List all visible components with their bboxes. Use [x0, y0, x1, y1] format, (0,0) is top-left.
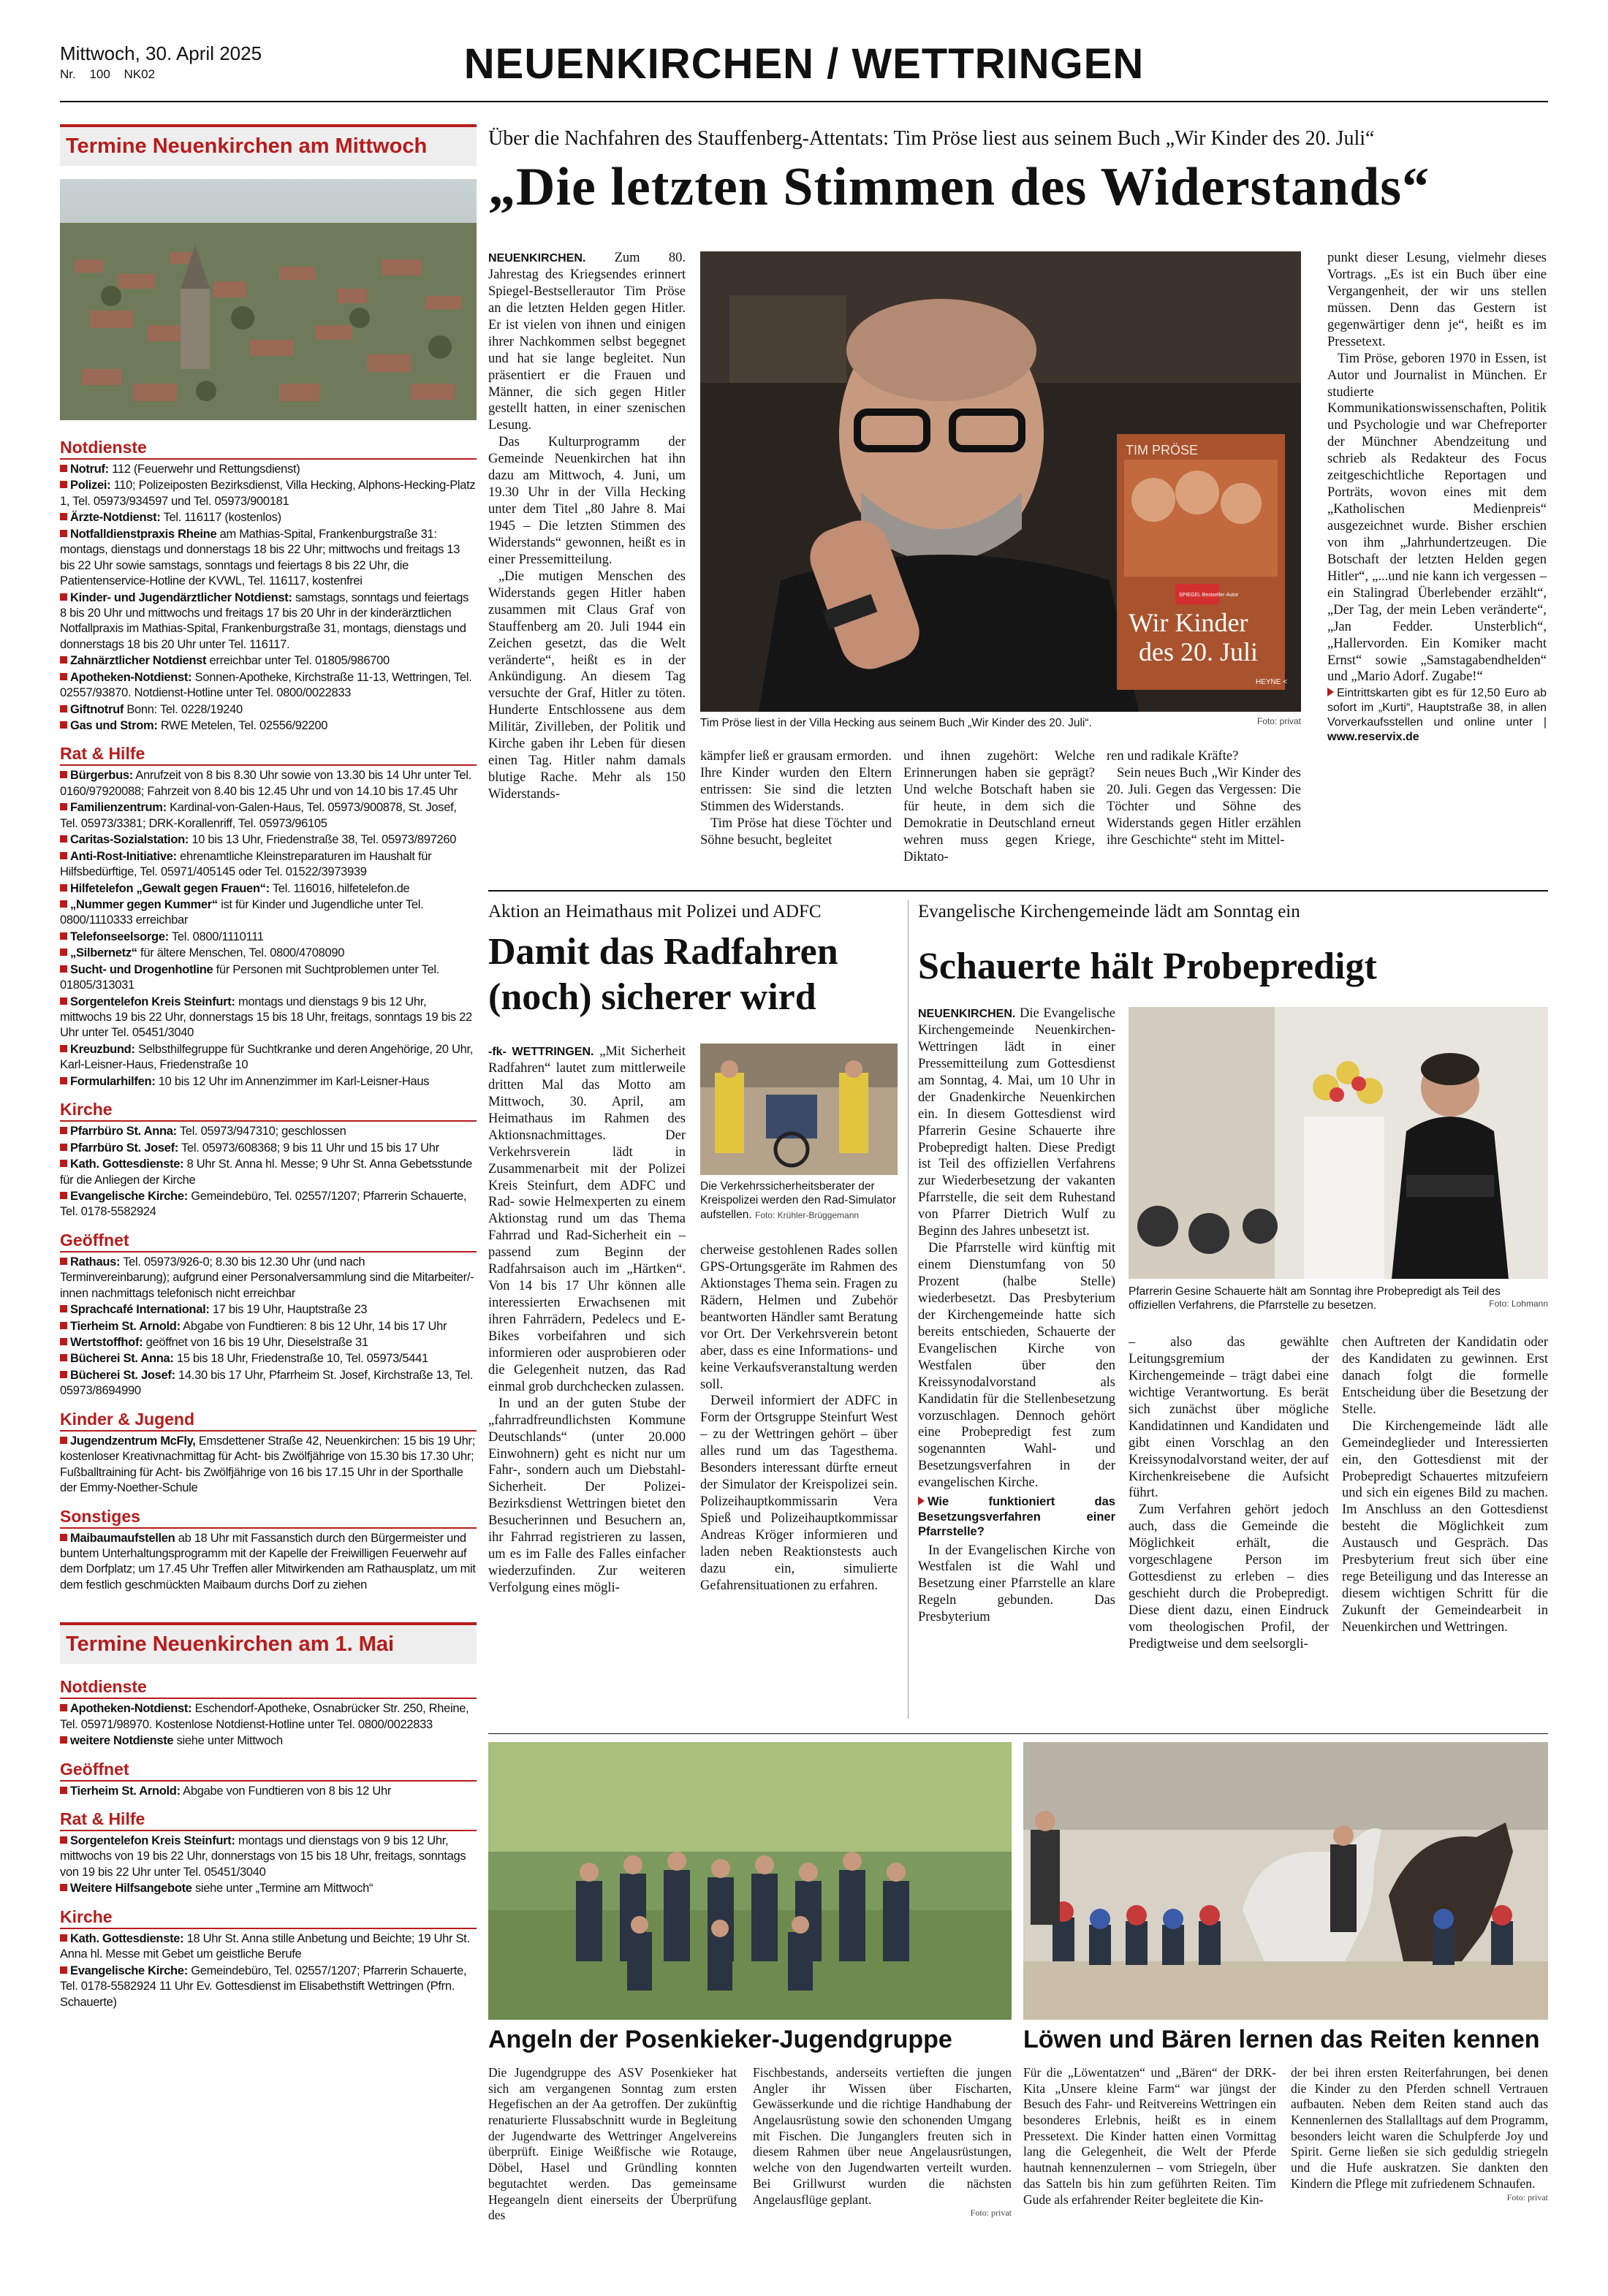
article-column-1: NEUENKIRCHEN. Zum 80. Jahrestag des Kriegsendes erinnert Spiegel-Bestsellerautor Tim Pröse an die letzten Helden gegen Hitler. Er ist vielen von ihnen und einigen ihrer Nachkommen selbst begegnet und hat sie lange begleitet. Nun präsentiert er die Frauen und Männer, die sich gegen Hitler gestellt hatten, in einer szenischen Lesung. Das Kulturprogramm der Gemeinde Neuenkirchen hat ihn dazu am Mittwoch, 4. Juni, um 19.30 Uhr in der Villa Hecking unter dem Titel „80 Jahre 8. Mai 1945 – Die letzten Stimmen des Widerstands“ gewonnen, heißt es in einer Pressemitteilung. „Die mutigen Menschen des Widerstands gegen Hitler haben zusammen mit Claus Graf von Stauffenberg am 20. Juli 1944 ein Zeichen gesetzt, das die Welt veränderte“, heißt es in der Ankündigung. An diesem Tag versuchte der Graf, Hitler zu töten. Hunderte Entschlossene aus dem Militär, Zivilleben, der Politik und Kirche gaben ihr Leben für diesen einen Tag. Hitler nahm damals blutige Rache. Mehr als 150 Widerstands- [488, 251, 686, 802]
bullet-square-icon [60, 1160, 67, 1167]
bullet-square-icon [60, 1787, 67, 1794]
ev-column-1: NEUENKIRCHEN. Die Evangelische Kirchengemeinde Neuenkirchen-Wettringen lädt in einer Pressemitteilung zum Gottesdienst am Sonntag, 4. Mai, um 10 Uhr in der Gnadenkirche Neuenkirchen ein. In diesem Gottesdienst wird Pfarrerin Gesine Schauerte ihre Probepredigt halten. Diese Predigt ist Teil des offiziellen Verfahrens zur Wiederbesetzung der vakanten Pfarrstelle, die seit dem Ruhestand von Pfarrer Dietrich Wulf zu Beginn des Jahres unbesetzt ist. Die Pfarrstelle wird künftig mit einem Dienstumfang von 50 Prozent (halbe Stelle) wiederbesetzt. Das Presbyterium der Kirchengemeinde hatte sich bereits entschieden, Schauerte der Evangelischen Kirche von Westfalen über den Kreissynodalvorstand als Kandidatin für die Stellenbesetzung vorzuschlagen. Dennoch gehört eine Probepredigt fest zum sogenannten Wahl- und Besetzungsverfahren in der evangelischen Kirche. Wie funktioniert das Besetzungsverfahren einer Pfarrstelle? In der Evangelischen Kirche von Westfalen ist die Wahl und Besetzung einer Pfarrstelle an klare Regeln gebunden. Das Presbyterium [918, 1006, 1115, 1625]
event-entry: Sucht- und Drogenhotline für Personen mit Suchtproblemen unter Tel. 01805/313031 [60, 962, 440, 992]
event-entry: Weitere Hilfsangebote siehe unter „Termine am Mittwoch“ [60, 1881, 477, 1896]
event-entry: Notfalldienstpraxis Rheine am Mathias-Spital, Frankenburgstraße 31: montags, dienstags und donnerstags 18 bis 22 Uhr; mittwochs und freitags 13 bis 22 Uhr sowie samstags, sonntags und feiertags 8 bis 22 Uhr, die Patientenservice-Hotline der KVWL, Tel. 116117, kostenfrei [60, 527, 460, 588]
bullet-square-icon [60, 884, 67, 892]
ev-headline: Schauerte hält Probepredigt [918, 946, 1377, 987]
event-entry: Telefonseelsorge: Tel. 0800/1110111 [60, 930, 477, 945]
ev-column-2: – also das gewählte Leitungsgremium der Kirchengemeinde – trägt dabei eine wichtige Verantwortung. Es berät sich zunächst über mögliche Kandidatinnen und Kandidaten und gibt einen Vorschlag an den Kreissynodalvorstand weiter, der auf Kirchenkreisebene die Aufsicht führt. Zum Verfahren gehört jedoch auch, dass die Gemeinde die Möglichkeit erhält, die vorgeschlagene Person im Gottesdienst zu erleben – dies geschieht durch die Probepredigt. Diese dient dazu, einen Eindruck vom theologischen Profil, der Predigtweise und dem seelsorgli- [1129, 1335, 1329, 1651]
category-heading: Notdienste [60, 1677, 477, 1699]
bullet-square-icon [60, 530, 67, 537]
dateline: NEUENKIRCHEN. [488, 252, 586, 265]
bullet-square-icon [60, 1934, 67, 1942]
event-entry: Rathaus: Tel. 05973/926-0; 8.30 bis 12.30 Uhr (und nach Terminvereinbarung); aufgrund einer Personalversammlung sind die Mitarbeiter/-innen nachmittags telefonisch nicht erreichbar [60, 1255, 474, 1300]
bullet-square-icon [60, 1534, 67, 1541]
pastor-photo-caption: Pfarrerin Gesine Schauerte hält am Sonntag ihre Probepredigt als Teil des offiziellen Verfahrens, die Pfarrstelle zu besetzen. Foto: Lohmann [1129, 1285, 1548, 1312]
event-entry: Giftnotruf Bonn: Tel. 0228/19240 [60, 702, 477, 718]
bullet-square-icon [60, 1836, 67, 1844]
column-rule [908, 900, 909, 1719]
event-entry: Polizei: 110; Polizeiposten Bezirksdienst, Villa Hecking, Alphons-Hecking-Platz 1, Tel. 05973/934597 und Tel. 05973/900181 [60, 479, 476, 508]
bullet-square-icon [60, 1322, 67, 1329]
bike-simulator-photo [700, 1044, 898, 1175]
rad-column-1: -fk- WETTRINGEN. „Mit Sicherheit Radfahren“ lautet zum mittlerweile dritten Mal das Motto am Mittwoch, 30. April, am Heimathaus im Rahmen des Aktionsnachmittages. Der Verkehrsverein lädt in Zusammenarbeit mit der Polizei Kreis Steinfurt, dem ADFC und Rad- sowie Helmexperten zu einem Aktionstag rund um das Thema Fahrrad und Rad-Sicherheit ein – passend zum Beginn der Radfahrsaison auch im „Härtken“. Von 14 bis 17 Uhr können alle interessierten Erwachsenen mit ihren Fahrrädern, Pedelecs und E-Bikes vorbeifahren und sich informieren oder ausprobieren oder die Gelegenheit nutzen, das Rad einmal grob durchchecken zulassen. In und an der guten Stube der „fahrradfreundlichsten Kommune Deutschlands“ (unter 20.000 Einwohnern) geht es nicht nur um Fahr-, sondern auch um Diebstahl-Sicherheit. Der Polizei-Bezirksdienst Wettringen bietet den Besucherinnen und Besuchern an, ihr Fahrrad registrieren zu lassen, um es im Falle des Falles einfacher wiederzufinden. Zur weiteren Verfolgung eines mögli- [488, 1044, 686, 1595]
event-entry: Caritas-Sozialstation: 10 bis 13 Uhr, Friedenstraße 38, Tel. 05973/897260 [60, 832, 477, 848]
article-column-3: und ihnen zugehört: Welche Erinnerungen haben sie geprägt? Und welche Botschaft haben sie für heute, in dem sich die Demokratie in Deutschland erneut wehren muss gegen Kriege, Diktato- [903, 749, 1095, 864]
event-entry: „Silbernetz“ für ältere Menschen, Tel. 0800/4708090 [60, 946, 477, 961]
event-entry: Bürgerbus: Anrufzeit von 8 bis 8.30 Uhr sowie von 13.30 bis 14 Uhr unter Tel. 0160/97920088; Fahrzeit von 8.40 bis 12.45 Uhr und von 14.10 bis 17.45 Uhr [60, 769, 471, 798]
category-heading: Geöffnet [60, 1231, 477, 1252]
bullet-square-icon [60, 1371, 67, 1378]
header-rule [60, 101, 1548, 102]
ev-column-3: chen Auftreten der Kandidatin oder des Kandidaten zu gewinnen. Erst danach folgt die formelle Entscheidung über die Besetzung der Stelle. Die Kirchengemeinde lädt alle Gemeindeglieder und Interessierten ein, den Gottesdienst mit der Probepredigt Schauertes mitzufeiern und sich ein eigenes Bild zu machen. Im Anschluss an den Gottesdienst besteht die Möglichkeit zum Austausch und Gespräch. Das Presbyterium freut sich über eine rege Beteiligung und das Interesse an diesem wichtigen Schritt für die Zukunft der Gemeindearbeit in Neuenkirchen und Wettringen. [1342, 1335, 1548, 1635]
bullet-square-icon [60, 721, 67, 729]
event-entry: Formularhilfen: 10 bis 12 Uhr im Annenzimmer im Karl-Leisner-Haus [60, 1074, 477, 1090]
bullet-square-icon [60, 965, 67, 973]
rad-headline: Damit das Radfahren (noch) sicherer wird [488, 931, 838, 1019]
event-entry: Pfarrbüro St. Anna: Tel. 05973/947310; geschlossen [60, 1124, 477, 1139]
article-headline: „Die letzten Stimmen des Widerstands“ [488, 157, 1430, 217]
article-kicker: Über die Nachfahren des Stauffenberg-Attentats: Tim Pröse liest aus seinem Buch „Wir Kinder des 20. Juli“ [488, 127, 1375, 150]
bottom-divider [488, 1733, 1548, 1734]
bullet-square-icon [60, 1338, 67, 1345]
event-entry: Zahnärztlicher Notdienst erreichbar unter Tel. 01805/986700 [60, 653, 477, 669]
bullet-square-icon [60, 835, 67, 843]
riding-kids-photo [1023, 1742, 1548, 2020]
article-column-2: kämpfer ließ er grausam ermorden. Ihre Kinder wurden den Eltern entrissen: Sie sind die letzten Stimmen des Widerstands. Tim Pröse hat diese Töchter und Söhne besucht, begleitet [700, 749, 892, 848]
bullet-square-icon [60, 1077, 67, 1084]
event-entry: weitere Notdienste siehe unter Mittwoch [60, 1733, 477, 1749]
bullet-square-icon [60, 1144, 67, 1151]
category-heading: Sonstiges [60, 1507, 477, 1529]
event-entry: Gas und Strom: RWE Metelen, Tel. 02556/92200 [60, 718, 477, 734]
svg-text:Wir Kinder: Wir Kinder [1129, 608, 1248, 637]
section-title: NEUENKIRCHEN / WETTRINGEN [463, 40, 1145, 88]
book-cover [1117, 434, 1287, 690]
event-entry: Wertstoffhof: geöffnet von 16 bis 19 Uhr, Dieselstraße 31 [60, 1335, 477, 1350]
bullet-square-icon [60, 771, 67, 778]
fishing-group-photo [488, 1742, 1012, 2020]
svg-text:des 20. Juli: des 20. Juli [1139, 637, 1259, 666]
pastor-photo [1129, 1007, 1548, 1279]
rad-column-2: cherweise gestohlenen Rades sollen GPS-Ortungsgeräte im Rahmen des Aktionstages Thema sein. Fragen zu Rädern, Helmen und Zubehör beantworten Händler samt Beratung vor Ort. Der Verkehrsverein betont aber, dass es eine Informations- und keine Verkaufsveranstaltung werden soll. Derweil informiert der ADFC in Form der Ortsgruppe Steinfurt West – zu der Wettringen gehört – über alles rund um das Tagesthema. Besonders interessant dürfte erneut der Simulator der Kreispolizei sein. Polizeihauptkommissarin Vera Spieß und Polizeihauptkommissar Andreas Kröger informieren und laden neben Reaktionstests auch dazu ein, simulierte Gefahrensituationen zu erfahren. [700, 1243, 898, 1593]
event-entry: Jugendzentrum McFly, Emsdettener Straße 42, Neuenkirchen: 15 bis 19 Uhr; kostenloser Kreativnachmittag für Acht- bis Zwölfjährige von 15.30 bis 17.30 Uhr; Fußballtraining für Acht- bis Zwölfjährige von 16 bis 17.15 Uhr in der Sporthalle der Emmy-Noether-Schule [60, 1434, 475, 1495]
bullet-square-icon [60, 900, 67, 908]
bullet-square-icon [60, 656, 67, 664]
svg-text:TIM PRÖSE: TIM PRÖSE [1126, 443, 1199, 457]
event-entry: Apotheken-Notdienst: Sonnen-Apotheke, Kirchstraße 11-13, Wettringen, Tel. 02557/93870. Notdienst-Hotline unter Tel. 0800/0022833 [60, 670, 472, 700]
ev-kicker: Evangelische Kirchengemeinde lädt am Sonntag ein [918, 902, 1300, 921]
ticket-link[interactable]: www.reservix.de [1327, 730, 1419, 743]
event-entry: Sorgentelefon Kreis Steinfurt: montags und dienstags von 9 bis 12 Uhr, mittwochs von 19 bis 22 Uhr, donnerstags von 15 bis 18 Uhr, freitags, sonntags von 19 bis 22 Uhr unter Tel. 05451/3040 [60, 1834, 466, 1879]
fishing-column-1: Die Jugendgruppe des ASV Posenkieker hat sich am vergangenen Sonntag zum ersten Hegefischen an der Aa getroffen. Der zukünftig renaturierte Flussabschnitt wurde in Begleitung der Jugendwarte des Wettringer Angelvereins überprüft. Einige Weißfische wie Rotauge, Döbel, Hasel und Gründling konnten begutachtet werden. Das gemeinsame Hegeangeln dient einerseits der Überprüfung des [488, 2065, 737, 2223]
event-entry: Maibaumaufstellen ab 18 Uhr mit Fassanstich durch den Bürgermeister und buntem Unterhaltungsprogramm mit der Kapelle der Freiwilligen Feuerwehr auf dem Dorfplatz; um 17.45 Uhr Treffen aller Mitwirkenden am Rathausplatz, um mit dem festlich geschmückten Maibaum durchs Dorf zu ziehen [60, 1531, 476, 1592]
events-title-wednesday: Termine Neuenkirchen am Mittwoch [60, 124, 477, 166]
bullet-square-icon [60, 673, 67, 680]
event-entry: Notruf: 112 (Feuerwehr und Rettungsdienst) [60, 462, 477, 477]
bullet-square-icon [60, 1736, 67, 1744]
event-entry: Kath. Gottesdienste: 18 Uhr St. Anna stille Anbetung und Beichte; 19 Uhr St. Anna hl. Messe mit Gebet um geistliche Berufe [60, 1931, 470, 1961]
bullet-square-icon [60, 481, 67, 488]
events-title-may: Termine Neuenkirchen am 1. Mai [60, 1622, 477, 1664]
event-entry: Tierheim St. Arnold: Abgabe von Fundtieren von 8 bis 12 Uhr [60, 1784, 477, 1799]
issue-date: Mittwoch, 30. April 2025 [60, 42, 262, 64]
svg-text:SPIEGEL Bestseller-Autor: SPIEGEL Bestseller-Autor [1179, 593, 1239, 598]
events-may-list [60, 1677, 477, 2010]
bullet-square-icon [60, 1305, 67, 1312]
event-entry: Kath. Gottesdienste: 8 Uhr St. Anna hl. Messe; 9 Uhr St. Anna Gebetsstunde für die Anliegen der Kirche [60, 1157, 473, 1187]
author-photo [700, 251, 1301, 712]
riding-column-1: Für die „Löwentatzen“ und „Bären“ der DRK-Kita „Unsere kleine Farm“ war jüngst der Besuch des Fahr- und Reitvereins Wettringen ein besonderes Erlebnis, heißt es in einem Pressetext. Die Kinder hatten einen Vormittag lang die Gelegenheit, die Welt der Pferde hautnah kennenzulernen – vom Striegeln, über das Satteln bis hin zum geführten Reiten. Tim Gude als erfahrender Reiter begleitete die Kin- [1023, 2065, 1276, 2207]
bullet-square-icon [60, 1127, 67, 1134]
bullet-square-icon [60, 1966, 67, 1974]
bullet-square-icon [60, 803, 67, 810]
event-entry: Tierheim St. Arnold: Abgabe von Fundtieren: 8 bis 12 Uhr, 14 bis 17 Uhr [60, 1319, 477, 1334]
fishing-column-2: Fischbestands, anderseits vertieften die jungen Angler ihr Wissen über Fischarten, Gewässerkunde und die richtige Handhabung der Angelausrüstung sowie den schonenden Umgang mit Fischen. Die Junganglers freuten sich in diesem Rahmen über neue Angelausrüstungen, welche von den Jugendwarten verteilt wurden. Bei Grillwurst wurden die nächsten Angelausflüge geplant. Foto: privat [753, 2065, 1012, 2219]
section-divider [488, 890, 1548, 892]
event-entry: Hilfetelefon „Gewalt gegen Frauen“: Tel. 116016, hilfetelefon.de [60, 881, 477, 897]
article-column-4: ren und radikale Kräfte? Sein neues Buch „Wir Kinder des 20. Juli. Gegen das Vergessen: Die Töchter und Söhne des Widerstands gegen Hitler erzählen ihre Geschichte“ steht im Mittel- [1107, 749, 1301, 848]
category-heading: Geöffnet [60, 1760, 477, 1782]
bullet-square-icon [60, 1192, 67, 1199]
bullet-square-icon [60, 997, 67, 1005]
event-entry: Evangelische Kirche: Gemeindebüro, Tel. 02557/1207; Pfarrerin Schauerte, Tel. 0178-5582924 11 Uhr Ev. Gottesdienst im Elisabethstift Wettringen (Pfrn. Schauerte) [60, 1964, 467, 2009]
bullet-square-icon [60, 1704, 67, 1711]
event-entry: Sorgentelefon Kreis Steinfurt: montags und dienstags 9 bis 12 Uhr, mittwochs 19 bis 22 Uhr, donnerstags 15 bis 18 Uhr, freitags, sonntags 19 bis 22 Uhr unter Tel. 05451/3040 [60, 995, 472, 1040]
category-heading: Kinder & Jugend [60, 1410, 477, 1432]
event-entry: Pfarrbüro St. Josef: Tel. 05973/608368; 9 bis 11 Uhr und 15 bis 17 Uhr [60, 1141, 477, 1156]
category-heading: Kirche [60, 1907, 477, 1929]
riding-headline: Löwen und Bären lernen das Reiten kennen [1023, 2026, 1540, 2053]
bullet-square-icon [60, 1437, 67, 1444]
category-heading: Notdienste [60, 438, 477, 460]
category-heading: Rat & Hilfe [60, 744, 477, 766]
event-entry: Kreuzbund: Selbsthilfegruppe für Suchtkranke und deren Angehörige, 20 Uhr, Karl-Leisner-Haus, Friedenstraße 10 [60, 1042, 474, 1072]
event-entry: Ärzte-Notdienst: Tel. 116117 (kostenlos) [60, 510, 477, 525]
rad-kicker: Aktion an Heimathaus mit Polizei und ADFC [488, 902, 822, 921]
svg-text:HEYNE <: HEYNE < [1256, 678, 1288, 686]
article-column-5: punkt dieser Lesung, vielmehr dieses Vortrags. „Es ist ein Buch über eine Vergangenheit, der wir uns stellen müssen. Denn das Gestern ist gegenwärtiger denn je“, heißt es im Pressetext. Tim Pröse, geboren 1970 in Essen, ist Autor und Journalist in München. Er studierte Kommunikationswissenschaften, Politik und Psychologie und war Chefreporter der Münchner Abendzeitung und schrieb als Redakteur des Focus zeitgeschichtliche Reportagen und Porträts, wovon eines mit dem „Katholischen Medienpreis“ ausgezeichnet wurde. Bisher erschien von ihm „Jahrhundertzeugen. Die Botschaft der letzten Helden gegen Hitler“, „...und nie kann ich vergessen – ein Stalingrad Überlebender erzählt“, „Der Tag, der mein Leben veränderte“, „Jan Fedder. Unsterblich“, „Hallervorden. Ein Komiker macht Ernst“ sowie „Samstagabendhelden“ und „Mario Adorf. Zugabe!“ Eintrittskarten gibt es für 12,50 Euro ab sofort im „Kurti“, Hauptstraße 38, in allen Vorverkaufsstellen und online unter | www.reservix.de [1327, 251, 1547, 743]
events-column [60, 124, 477, 2273]
bullet-square-icon [60, 1045, 67, 1052]
bullet-square-icon [60, 1354, 67, 1361]
bullet-square-icon [60, 705, 67, 712]
bike-photo-caption: Die Verkehrssicherheitsberater der Kreispolizei werden den Rad-Simulator aufstellen. Foto: Krühler-Brüggemann [700, 1180, 896, 1221]
bullet-square-icon [60, 949, 67, 956]
events-wednesday-list [60, 438, 477, 1593]
event-entry: Apotheken-Notdienst: Eschendorf-Apotheke, Osnabrücker Str. 250, Rheine, Tel. 05971/98970. Kostenlose Notdienst-Hotline unter Tel. 0800/0022833 [60, 1702, 469, 1731]
event-entry: Bücherei St. Josef: 14.30 bis 17 Uhr, Pfarrheim St. Josef, Kirchstraße 13, Tel. 05973/8694990 [60, 1368, 473, 1398]
author-photo-caption: Tim Pröse liest in der Villa Hecking aus seinem Buch „Wir Kinder des 20. Juli“. Foto: privat [700, 716, 1301, 729]
event-entry: Anti-Rost-Initiative: ehrenamtliche Kleinstreparaturen im Haushalt für Hilfsbedürftige, Tel. 05971/405145 oder Tel. 01522/3973939 [60, 849, 432, 879]
riding-column-2: der bei ihren ersten Reiterfahrungen, bei denen die Kinder zu den Pferden schnell Vertrauen aufbauten. Neben dem Reiten stand auch das Kennenlernen des Stallalltags auf dem Programm, besonders leicht waren die Schulpferde Joy und Spirit. Gerne ließen sie sich geduldig striegeln und die Hufe auskratzen. Sie dankten den Kindern die Pflege mit zufriedenem Schnaufen. Foto: privat [1291, 2065, 1548, 2202]
event-entry: Familienzentrum: Kardinal-von-Galen-Haus, Tel. 05973/900878, St. Josef, Tel. 05973/3381; DRK-Korallenriff, Tel. 05973/96105 [60, 801, 457, 830]
issue-number: Nr. 100 NK02 [60, 67, 156, 81]
bullet-square-icon [60, 1258, 67, 1265]
event-entry: Evangelische Kirche: Gemeindebüro, Tel. 02557/1207; Pfarrerin Schauerte, Tel. 0178-5582924 [60, 1189, 467, 1219]
category-heading: Rat & Hilfe [60, 1809, 477, 1831]
aerial-town-photo [60, 179, 477, 420]
bullet-square-icon [60, 932, 67, 940]
bullet-square-icon [60, 1884, 67, 1891]
category-heading: Kirche [60, 1100, 477, 1122]
bullet-square-icon [60, 593, 67, 601]
fishing-headline: Angeln der Posenkieker-Jugendgruppe [488, 2026, 952, 2053]
event-entry: „Nummer gegen Kummer“ ist für Kinder und Jugendliche unter Tel. 0800/1110333 erreichbar [60, 897, 424, 927]
event-entry: Bücherei St. Anna: 15 bis 18 Uhr, Friedenstraße 10, Tel. 05973/5441 [60, 1351, 477, 1366]
bullet-square-icon [60, 852, 67, 859]
event-entry: Sprachcafé International: 17 bis 19 Uhr, Hauptstraße 23 [60, 1302, 477, 1318]
bullet-square-icon [60, 513, 67, 520]
bullet-square-icon [60, 465, 67, 472]
event-entry: Kinder- und Jugendärztlicher Notdienst: samstags, sonntags und feiertags 8 bis 20 Uhr und mittwochs und freitags 17 bis 20 Uhr in der kinderärztlichen Notfallpraxis im Mathias-Spital, Frankenburgstraße 31, montags, dienstags und donnerstags 18 bis 20 Uhr unter Tel. 116117. [60, 590, 469, 651]
